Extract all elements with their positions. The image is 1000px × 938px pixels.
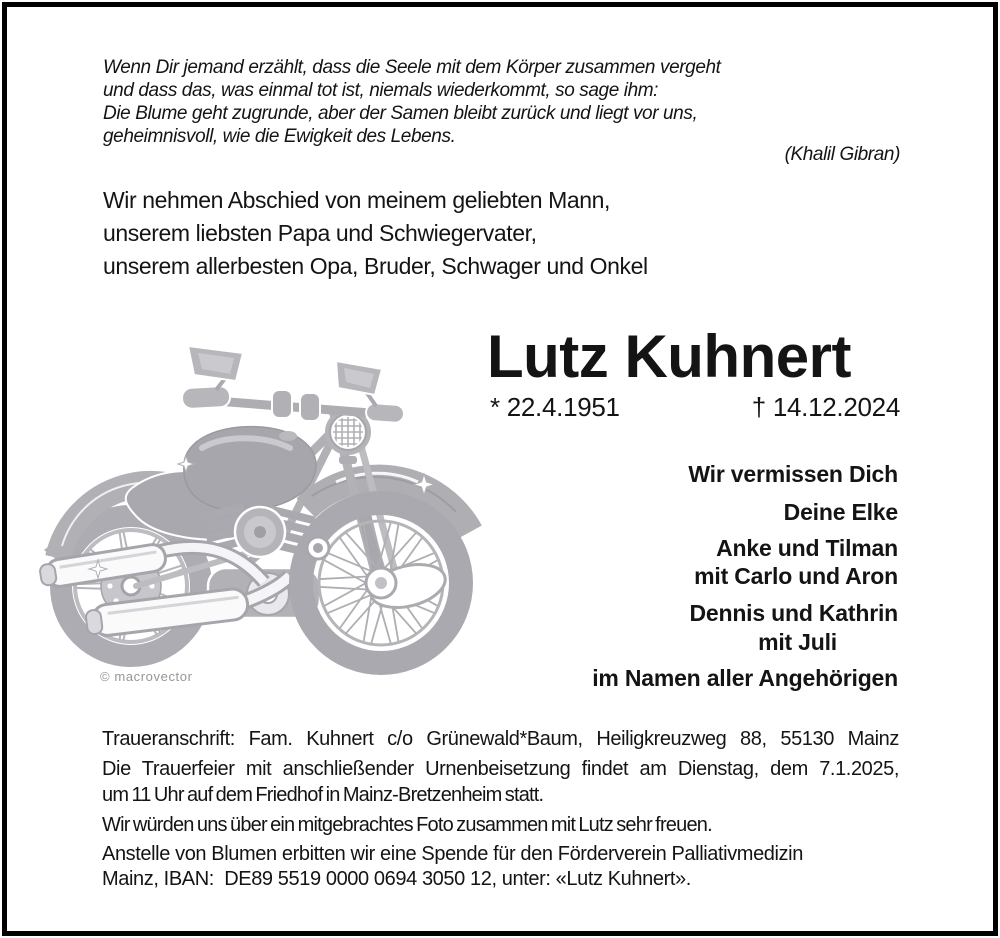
farewell-line: mit Juli: [758, 629, 837, 655]
intro-line: Wir nehmen Abschied von meinem geliebten Mann,: [103, 187, 611, 213]
quote-block: [103, 56, 721, 148]
farewell-line: Wir vermissen Dich: [688, 461, 898, 487]
details-block: [102, 729, 899, 890]
mirror-right: [336, 361, 382, 406]
quote-line: und dass das, was einmal tot ist, niemals wiederkommt, so sage ihm:: [103, 80, 659, 101]
deceased-name: Lutz Kuhnert: [487, 323, 851, 390]
motorcycle-illustration: [36, 336, 496, 680]
farewell-line: Anke und Tilman: [716, 535, 898, 561]
quote-line: Die Blume geht zugrunde, aber der Samen bleibt zurück und liegt vor uns,: [103, 103, 698, 124]
details-line: Wir würden uns über ein mitgebrachtes Foto zusammen mit Lutz sehr freuen.: [102, 814, 712, 836]
farewell-block: [592, 462, 898, 690]
details-line: um 11 Uhr auf dem Friedhof in Mainz-Bretzenheim statt.: [102, 784, 544, 806]
details-line: Traueranschrift: Fam. Kuhnert c/o Grünewald*Baum, Heiligkreuzweg 88, 55130 Mainz: [102, 728, 899, 750]
quote-line: geheimnisvoll, wie die Ewigkeit des Lebens.: [103, 126, 456, 147]
farewell-line: mit Carlo und Aron: [694, 563, 898, 589]
mirror-left: [188, 346, 243, 390]
quote-line: Wenn Dir jemand erzählt, dass die Seele mit dem Körper zusammen vergeht: [103, 57, 721, 78]
life-dates: [490, 392, 900, 423]
intro-block: [103, 184, 648, 283]
fuel-tank: [184, 427, 316, 511]
details-line: Anstelle von Blumen erbitten wir eine Spende für den Förderverein Palliativmedizin: [102, 843, 803, 865]
illustration-credit: © macrovector: [100, 669, 193, 684]
farewell-line: Dennis und Kathrin: [689, 600, 898, 626]
farewell-line: im Namen aller Angehörigen: [592, 665, 898, 691]
farewell-line: Deine Elke: [783, 499, 898, 525]
death-date: † 14.12.2024: [751, 392, 900, 422]
motorcycle-icon: [36, 336, 496, 680]
intro-line: unserem allerbesten Opa, Bruder, Schwager und Onkel: [103, 253, 648, 279]
details-line: Mainz, IBAN: DE89 5519 0000 0694 3050 12, unter: «Lutz Kuhnert».: [102, 868, 691, 890]
quote-attribution: (Khalil Gibran): [784, 144, 900, 165]
details-line: Die Trauerfeier mit anschließender Urnenbeisetzung findet am Dienstag, dem 7.1.2025,: [102, 758, 899, 780]
birth-date: * 22.4.1951: [490, 392, 620, 422]
intro-line: unserem liebsten Papa und Schwiegervater,: [103, 220, 537, 246]
pivot-bolt: [307, 537, 329, 559]
